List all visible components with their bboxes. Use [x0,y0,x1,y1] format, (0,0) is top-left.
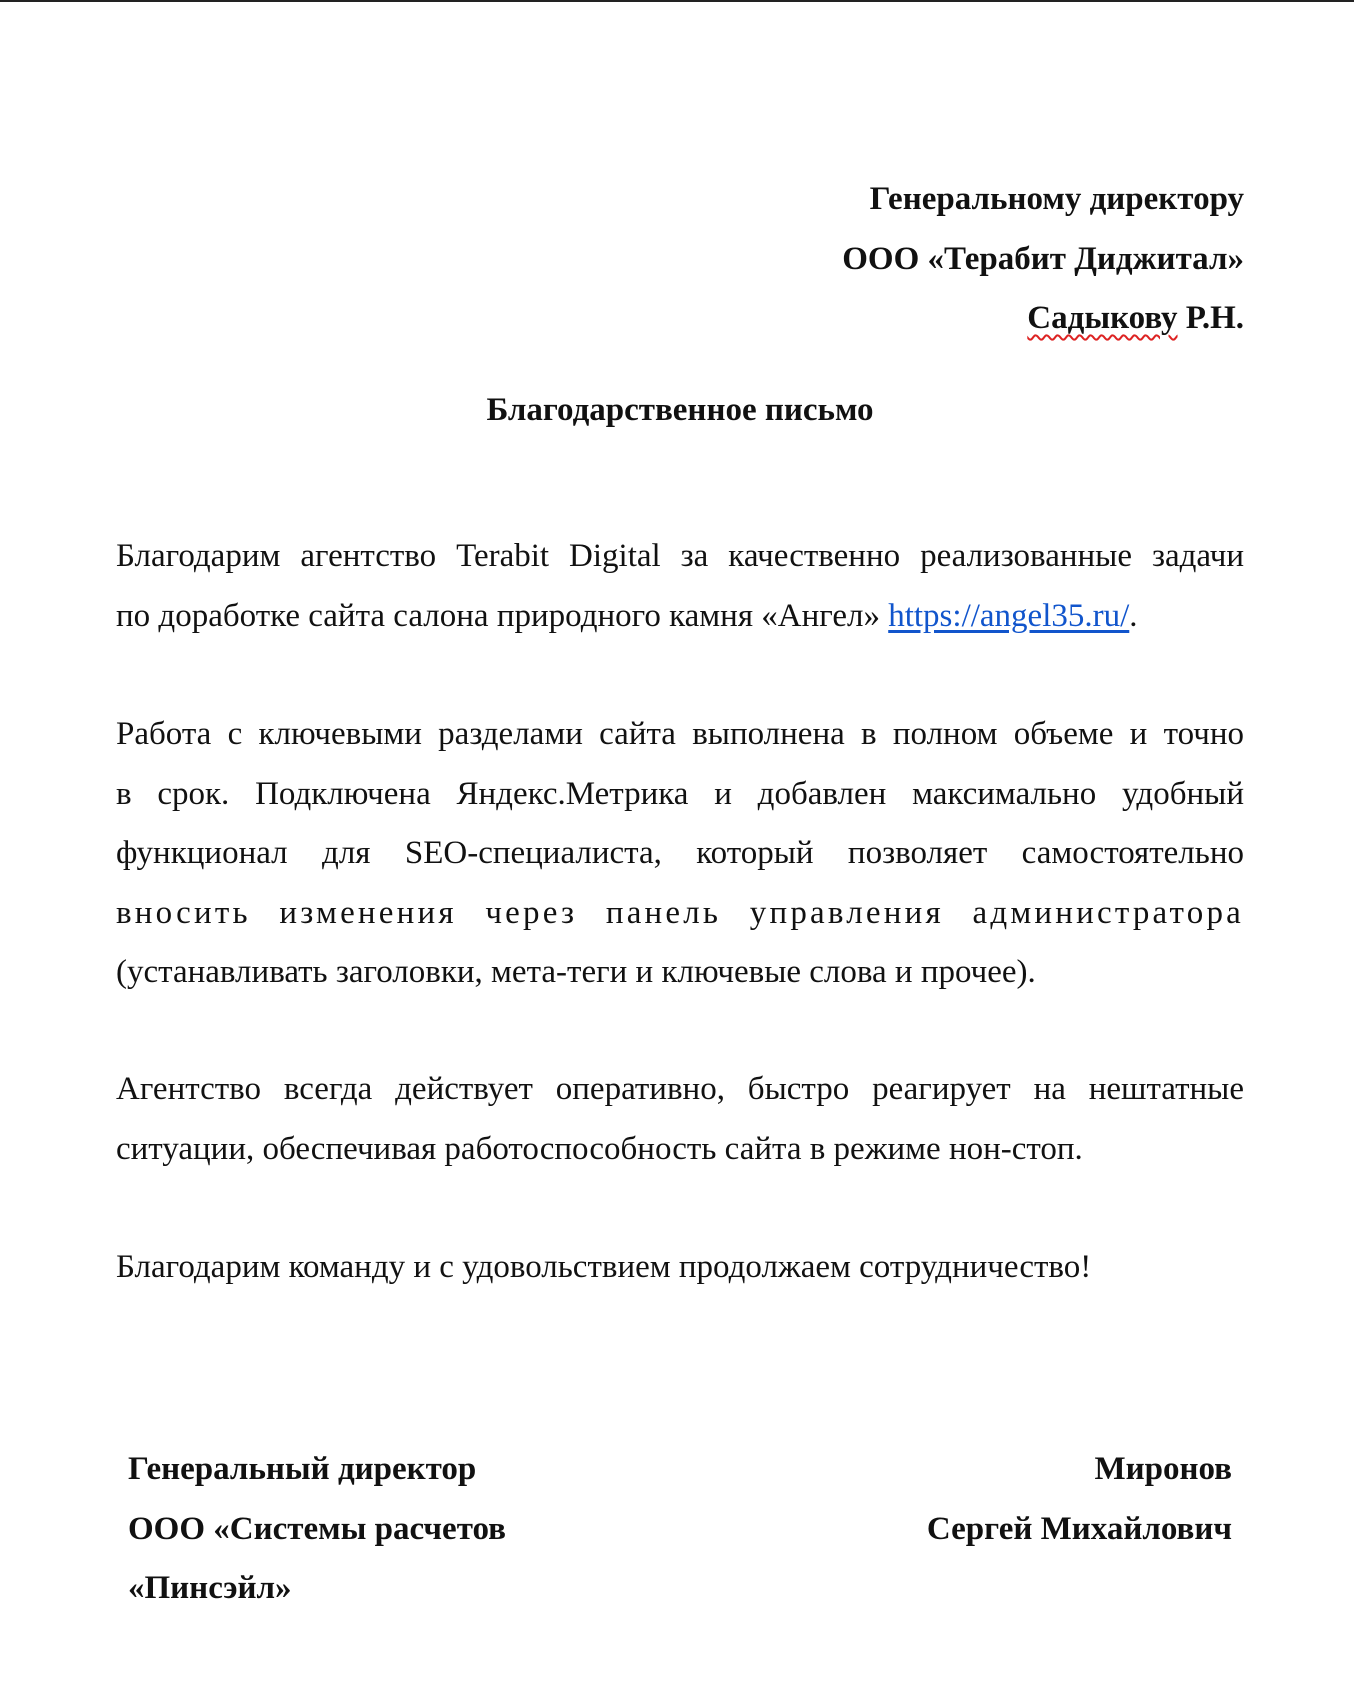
paragraph-1-period: . [1129,597,1138,634]
paragraph-2 [116,705,1244,1003]
paragraph-3 [116,1060,1244,1179]
signatory-position-block [128,1440,506,1619]
website-link[interactable]: https://angel35.ru/ [888,597,1130,634]
paragraph-3-line-1: Агентство всегда действует оперативно, быстро реагирует на нештатные [116,1071,1244,1107]
signatory-surname: Миронов [1094,1451,1232,1487]
addressee-initials: Р.Н. [1177,300,1244,336]
paragraph-4 [116,1238,1244,1298]
paragraph-3-line-2: ситуации, обеспечивая работоспособность сайта в режиме нон-стоп. [116,1130,1083,1167]
paragraph-2-line-2: в срок. Подключена Яндекс.Метрика и добавлен максимально удобный [116,775,1244,812]
signatory-name-block [927,1440,1232,1559]
paragraph-2-line-1: Работа с ключевыми разделами сайта выполнена в полном объеме и точно [116,716,1244,752]
paragraph-1-text: по доработке сайта салона природного камня «Ангел» [116,597,889,634]
letter-title: Благодарственное письмо [486,392,874,428]
paragraph-4-line-1: Благодарим команду и с удовольствием продолжаем сотрудничество! [116,1249,1092,1285]
addressee-name-line [544,289,1244,349]
signatory-company-line-2: «Пинсэйл» [128,1570,292,1606]
signatory-position: Генеральный директор [128,1451,477,1487]
paragraph-1 [116,527,1244,646]
paragraph-2-line-4: вносить изменения через панель управления администратора [116,894,1244,931]
paragraph-1-line-2 [116,587,1244,647]
addressee-block [544,170,1244,349]
paragraph-2-line-5: (устанавливать заголовки, мета-теги и ключевые слова и прочее). [116,954,1036,990]
addressee-company: ООО «Терабит Диджитал» [842,240,1244,277]
signatory-first-names: Сергей Михайлович [926,1510,1232,1547]
paragraph-2-line-3: функционал для SEO-специалиста, который позволяет самостоятельно [116,835,1244,871]
addressee-position: Генеральному директору [869,181,1244,217]
addressee-surname: Садыкову [1027,300,1178,336]
signatory-company-line-1: ООО «Системы расчетов [128,1510,506,1547]
paragraph-1-line-1: Благодарим агентство Terabit Digital за качественно реализованные задачи [116,538,1244,574]
top-border-line [0,0,1354,2]
